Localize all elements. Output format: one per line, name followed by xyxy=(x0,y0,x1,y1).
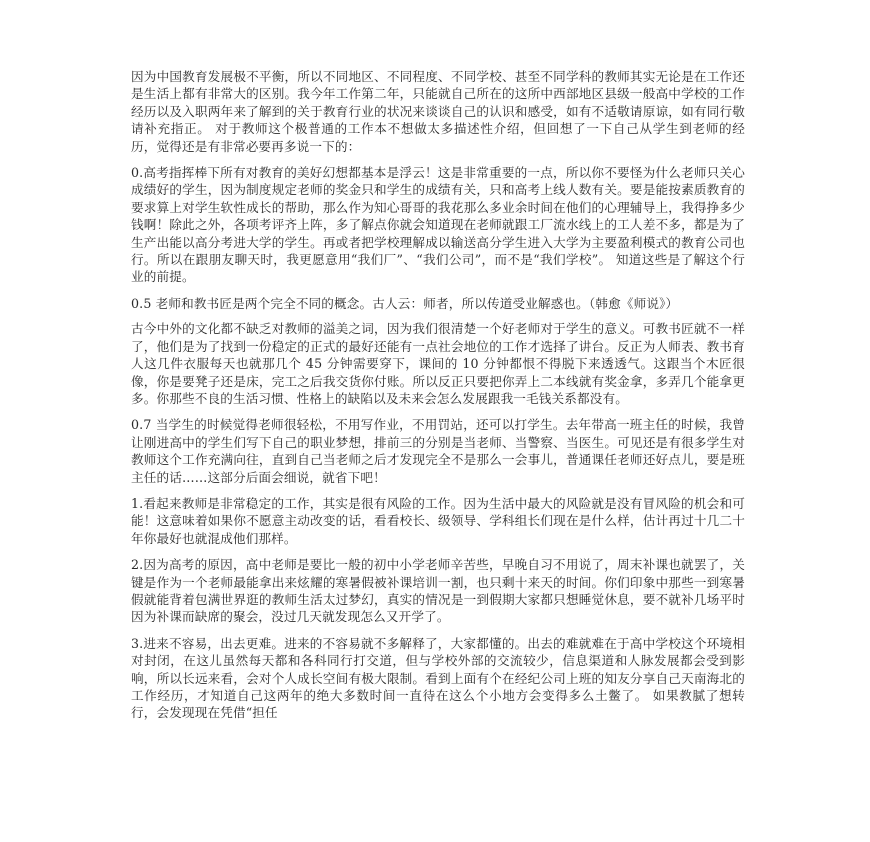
intro-paragraph: 因为中国教育发展极不平衡，所以不同地区、不同程度、不同学校、甚至不同学科的教师其实无论是在工作还是生活上都有非常大的区别。我今年工作第二年，只能就自己所在的这所中西部地区县级一般高中学校的工作经历以及入职两年来了解到的关于教育行业的状况来谈谈自己的认识和感受，如有不适敬请原谅，如有同行敬请补充指正。 对于教师这个极普通的工作本不想做太多描述性介绍，但回想了一下自己从学生到老师的经历，觉得还是有非常必要再多说一下的： xyxy=(131,69,745,154)
teacher-vs-craftsman-paragraph: 古今中外的文化都不缺乏对教师的溢美之词，因为我们很清楚一个好老师对于学生的意义。可教书匠就不一样了，他们是为了找到一份稳定的正式的最好还能有一点社会地位的工作才选择了讲台。反正为人师表、教书育人这几件衣服每天也就那几个 45 分钟需要穿下，课间的 10 分钟都恨不得脱下来透透气。这跟当个木匠很像，你是要凳子还是床，完工之后我交货你付账。所以反正只要把你弄上二本线就有奖金拿，多弄几个能拿更多。你那些不良的生活习惯、性格上的缺陷以及未来会怎么发展跟我一毛钱关系都没有。 xyxy=(131,321,745,406)
point-0-paragraph: 0.高考指挥棒下所有对教育的美好幻想都基本是浮云！这是非常重要的一点，所以你不要怪为什么老师只关心成绩好的学生，因为制度规定老师的奖金只和学生的成绩有关，只和高考上线人数有关。要是能按素质教育的要求算上对学生软性成长的帮助，那么作为知心哥哥的我花那么多业余时间在他们的心理辅导上，我得挣多少钱啊！除此之外，各项考评齐上阵，多了解点你就会知道现在老师就跟工厂流水线上的工人差不多，都是为了生产出能以高分考进大学的学生。再或者把学校理解成以输送高分学生进入大学为主要盈利模式的教育公司也行。所以在跟朋友聊天时，我更愿意用“我们厂”、“我们公司”，而不是“我们学校”。 知道这些是了解这个行业的前提。 xyxy=(131,165,745,285)
point-1-paragraph: 1.看起来教师是非常稳定的工作，其实是很有风险的工作。因为生活中最大的风险就是没有冒风险的机会和可能！这意味着如果你不愿意主动改变的话，看看校长、级领导、学科组长们现在是什么样，估计再过十几二十年你最好也就混成他们那样。 xyxy=(131,495,745,546)
point-3-paragraph: 3.进来不容易，出去更难。进来的不容易就不多解释了，大家都懂的。出去的难就难在于高中学校这个环境相对封闭，在这儿虽然每天都和各科同行打交道，但与学校外部的交流较少，信息渠道和人脉发展都会受到影响，所以长远来看，会对个人成长空间有极大限制。看到上面有个在经纪公司上班的知友分享自己天南海北的工作经历，才知道自己这两年的绝大多数时间一直待在这么个小地方会变得多么土鳖了。 如果教腻了想转行，会发现现在凭借“担任 xyxy=(131,635,745,721)
document-page xyxy=(131,68,745,731)
point-0-5-paragraph: 0.5 老师和教书匠是两个完全不同的概念。古人云：师者，所以传道受业解惑也。（韩愈《师说》） xyxy=(131,295,679,311)
point-2-paragraph: 2.因为高考的原因，高中老师是要比一般的初中小学老师辛苦些，早晚自习不用说了，周末补课也就罢了，关键是作为一个老师最能拿出来炫耀的寒暑假被补课培训一割，也只剩十来天的时间。你们印象中那些一到寒暑假就能背着包满世界逛的教师生活太过梦幻，真实的情况是一到假期大家都只想睡觉休息，要不就补几场平时因为补课而缺席的聚会，没过几天就发现怎么又开学了。 xyxy=(131,557,745,625)
point-0-7-paragraph: 0.7 当学生的时候觉得老师很轻松，不用写作业，不用罚站，还可以打学生。去年带高一班主任的时候，我曾让刚进高中的学生们写下自己的职业梦想，排前三的分别是当老师、当警察、当医生。可见还是有很多学生对教师这个工作充满向往，直到自己当老师之后才发现完全不是那么一会事儿，普通课任老师还好点儿，要是班主任的话……这部分后面会细说，就省下吧！ xyxy=(131,417,745,485)
